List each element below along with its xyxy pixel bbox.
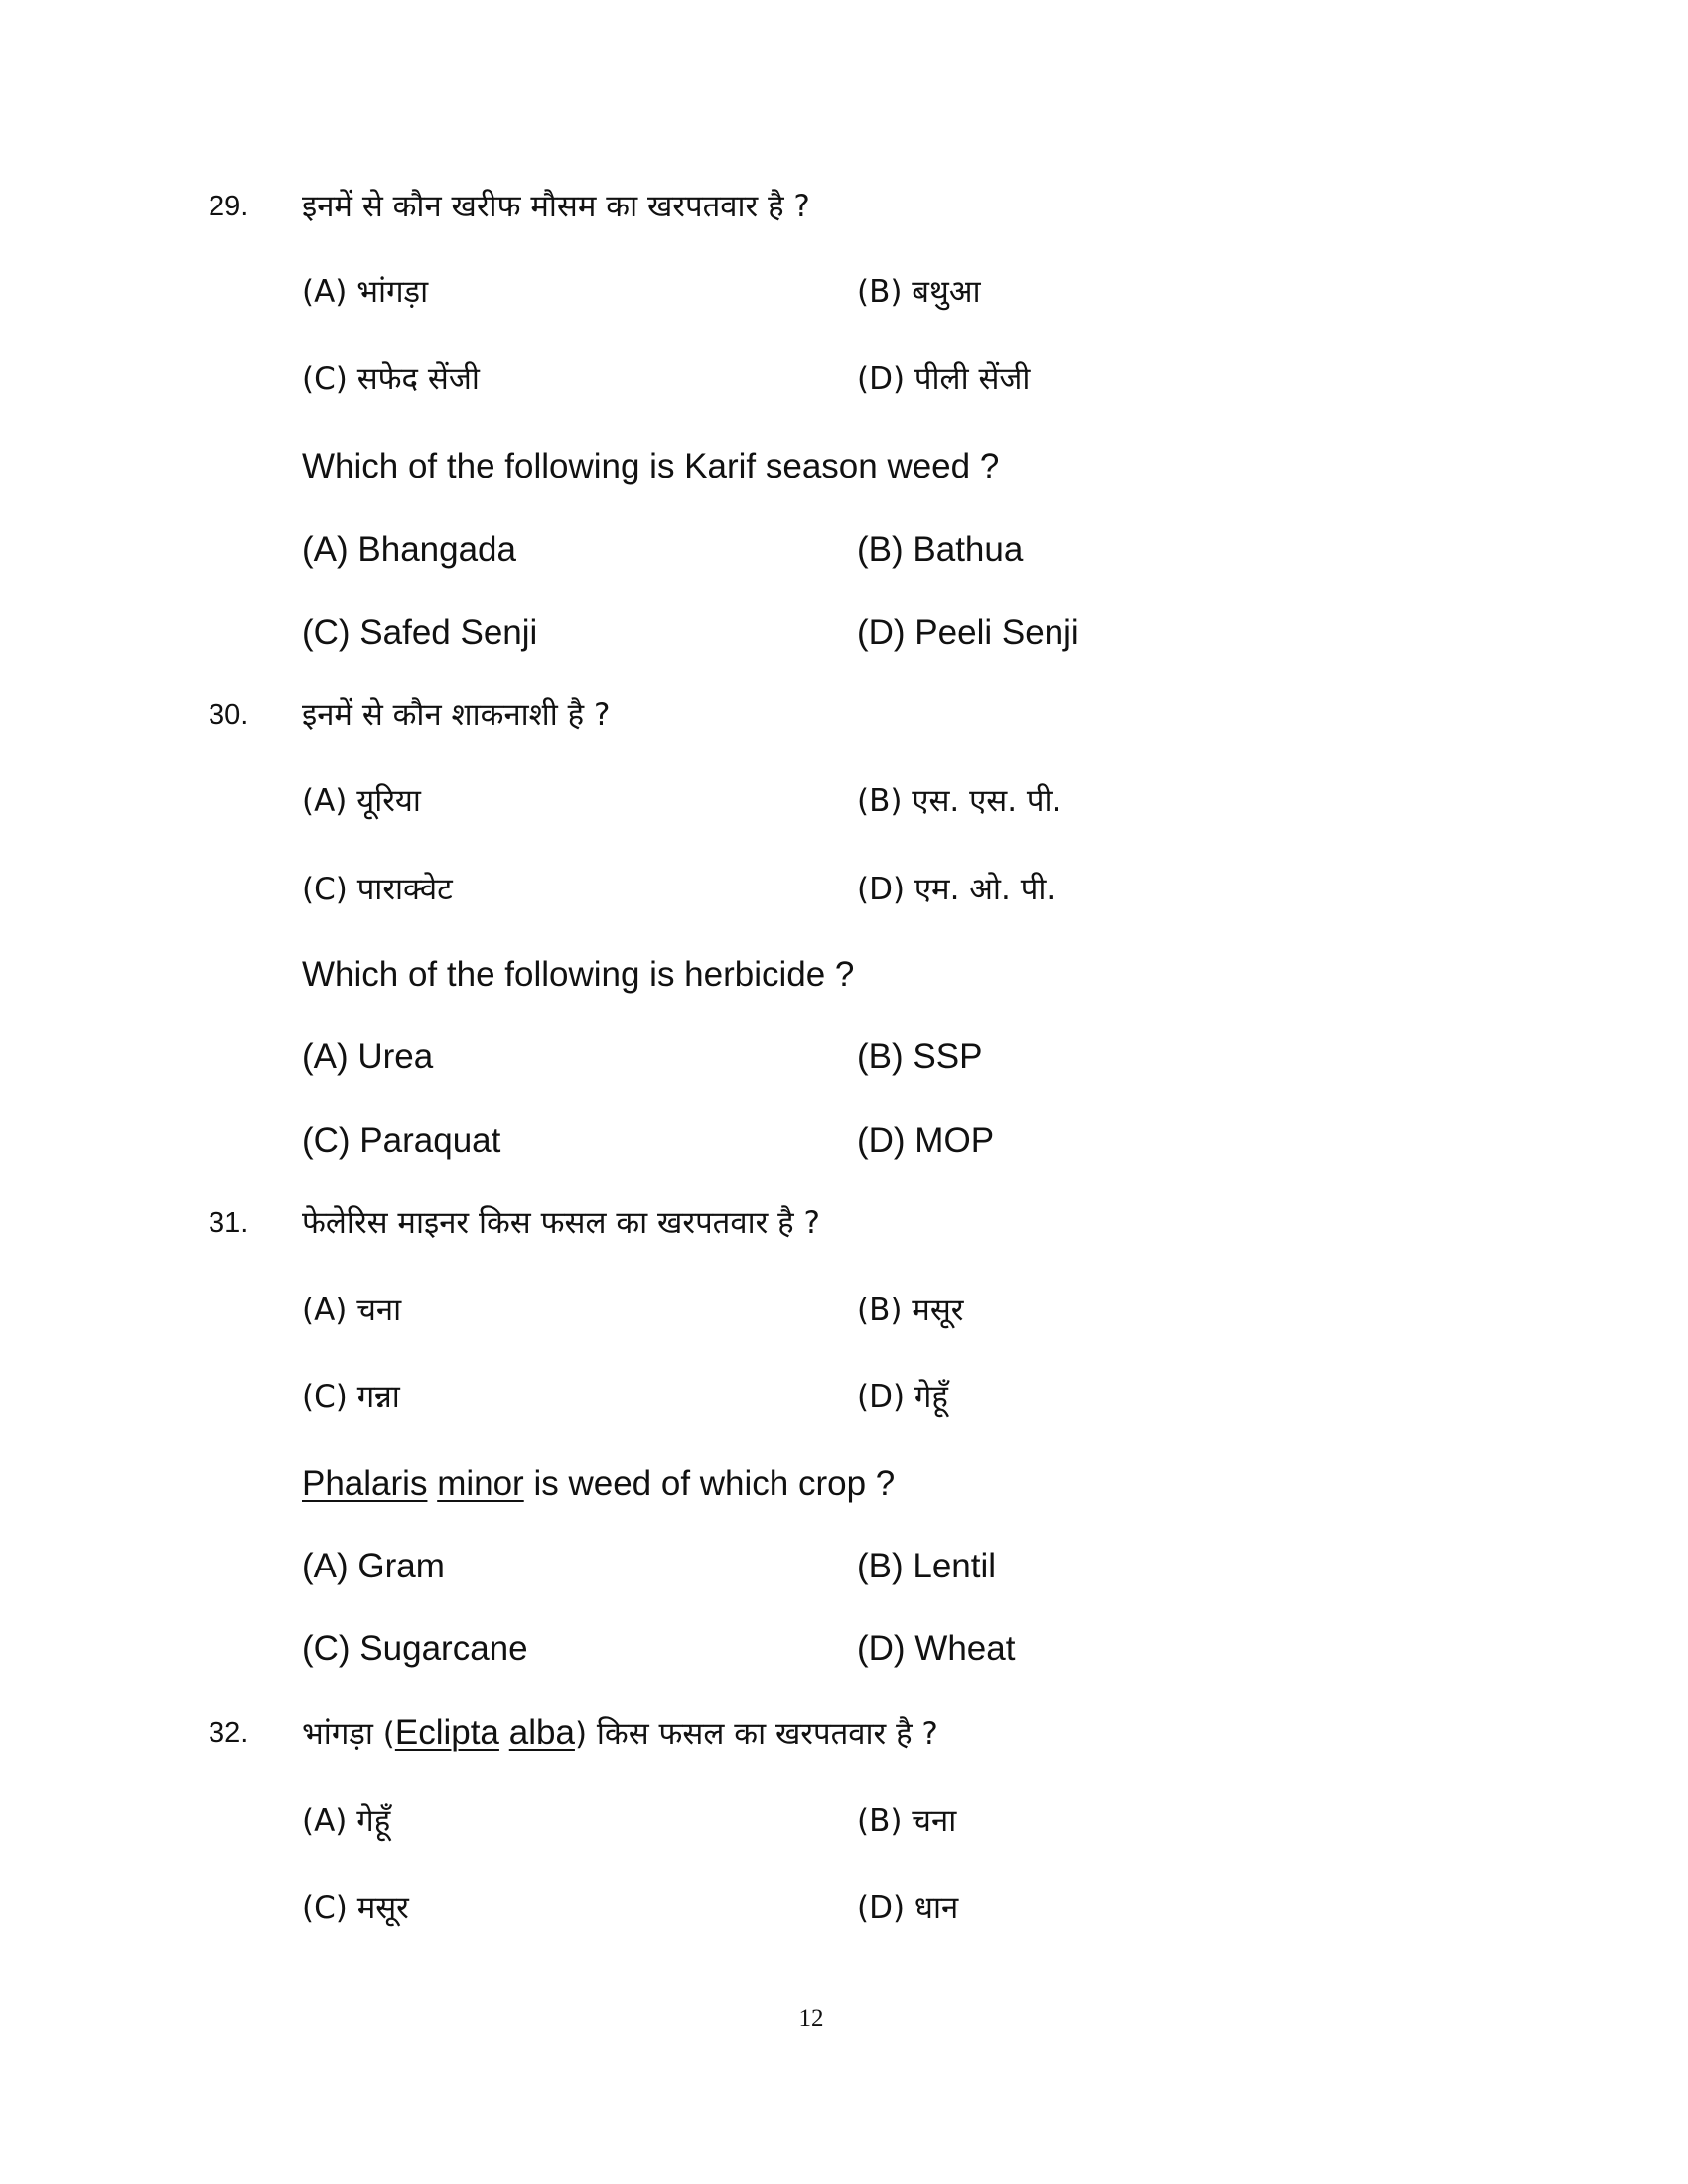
species-epithet: minor [437, 1464, 524, 1503]
option-b-hindi: (B) एस. एस. पी. [857, 783, 1062, 819]
option-a-hindi: (A) गेहूँ [302, 1803, 391, 1839]
option-d-hindi: (D) पीली सेंजी [857, 361, 1031, 397]
option-d-hindi: (D) एम. ओ. पी. [857, 872, 1056, 907]
question-text-english: Which of the following is Karif season weed ? [302, 447, 1000, 485]
option-d-english: (D) Peeli Senji [857, 614, 1079, 652]
question-text-hindi: फेलेरिस माइनर किस फसल का खरपतवार है ? [302, 1205, 820, 1241]
page-number: 12 [798, 2005, 824, 2032]
option-a-english: (A) Gram [302, 1547, 445, 1585]
option-c-hindi: (C) गन्ना [302, 1379, 400, 1415]
option-a-english: (A) Bhangada [302, 530, 516, 569]
question-text-hindi: इनमें से कौन खरीफ मौसम का खरपतवार है ? [302, 189, 810, 224]
question-text-rest: is weed of which crop ? [533, 1464, 896, 1503]
question-number: 32. [209, 1717, 249, 1749]
option-d-english: (D) Wheat [857, 1629, 1016, 1668]
option-c-english: (C) Safed Senji [302, 614, 538, 652]
option-c-english: (C) Paraquat [302, 1121, 501, 1160]
option-a-english: (A) Urea [302, 1037, 434, 1076]
option-b-english: (B) Lentil [857, 1547, 997, 1585]
species-genus: Eclipta [394, 1713, 499, 1752]
option-c-hindi: (C) सफेद सेंजी [302, 361, 480, 397]
option-d-english: (D) MOP [857, 1121, 995, 1160]
species-genus: Phalaris [302, 1464, 428, 1503]
question-text-hindi: इनमें से कौन शाकनाशी है ? [302, 697, 611, 733]
option-b-hindi: (B) बथुआ [857, 274, 981, 310]
option-a-hindi: (A) यूरिया [302, 783, 421, 819]
option-d-hindi: (D) गेहूँ [857, 1379, 948, 1415]
question-text-english [302, 1462, 895, 1506]
option-c-hindi: (C) मसूर [302, 1890, 409, 1926]
question-number: 30. [209, 699, 249, 731]
option-d-hindi: (D) धान [857, 1890, 959, 1926]
question-text-rest: ) किस फसल का खरपतवार है ? [574, 1716, 938, 1752]
option-a-hindi: (A) चना [302, 1293, 402, 1328]
question-text-hindi [302, 1711, 938, 1756]
question-text-start: भांगड़ा ( [302, 1716, 395, 1752]
option-c-english: (C) Sugarcane [302, 1629, 528, 1668]
option-b-english: (B) SSP [857, 1037, 983, 1076]
option-c-hindi: (C) पाराक्वेट [302, 872, 453, 907]
option-b-hindi: (B) चना [857, 1803, 957, 1839]
option-b-english: (B) Bathua [857, 530, 1024, 569]
question-number: 29. [209, 191, 249, 222]
option-b-hindi: (B) मसूर [857, 1293, 964, 1328]
option-a-hindi: (A) भांगड़ा [302, 274, 429, 310]
question-number: 31. [209, 1207, 249, 1239]
species-epithet: alba [508, 1713, 575, 1752]
question-text-english: Which of the following is herbicide ? [302, 955, 855, 994]
